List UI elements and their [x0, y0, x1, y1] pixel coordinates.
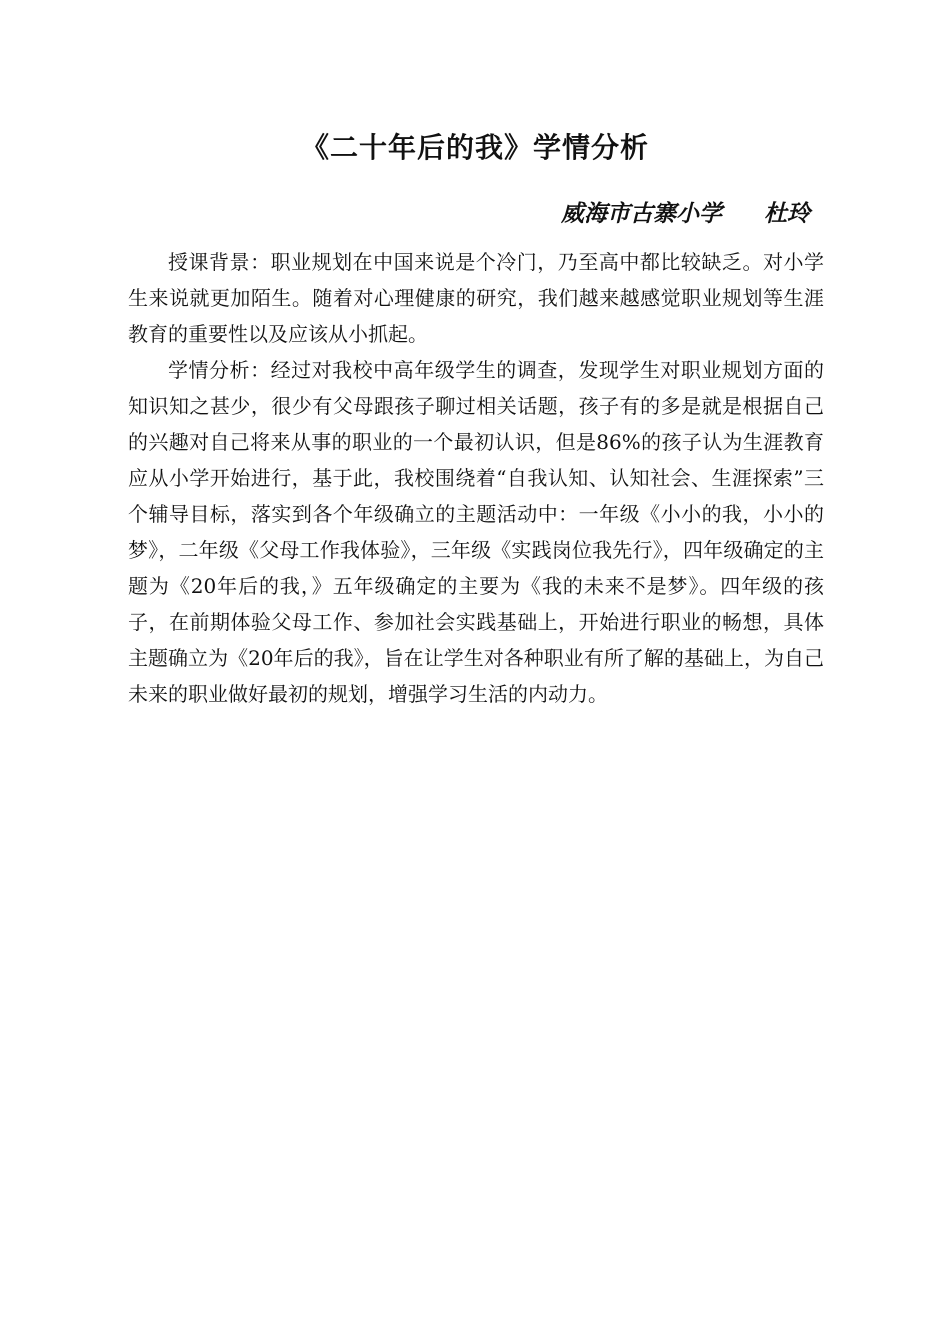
paragraph-analysis: 学情分析：经过对我校中高年级学生的调查，发现学生对职业规划方面的知识知之甚少，很少有父母跟孩子聊过相关话题，孩子有的多是就是根据自己的兴趣对自己将来从事的职业的一个最初认识，但是86%的孩子认为生涯教育应从小学开始进行，基于此，我校围绕着“自我认知、认知社会、生涯探索”三个辅导目标，落实到各个年级确立的主题活动中：一年级《小小的我，小小的梦》，二年级《父母工作我体验》，三年级《实践岗位我先行》，四年级确定的主题为《20年后的我，》五年级确定的主要为《我的未来不是梦》。四年级的孩子，在前期体验父母工作、参加社会实践基础上，开始进行职业的畅想，具体主题确立为《20年后的我》，旨在让学生对各种职业有所了解的基础上，为自己未来的职业做好最初的规划，增强学习生活的内动力。: [128, 358, 824, 706]
document-title: 《二十年后的我》学情分析: [300, 131, 649, 164]
school-name: 威海市古寨小学: [561, 200, 722, 227]
paragraph-background: 授课背景：职业规划在中国来说是个冷门，乃至高中都比较缺乏。对小学生来说就更加陌生。随着对心理健康的研究，我们越来越感觉职业规划等生涯教育的重要性以及应该从小抓起。: [128, 250, 824, 346]
author-name: 杜玲: [764, 200, 810, 227]
document-body: [128, 244, 824, 712]
byline: [561, 196, 810, 232]
